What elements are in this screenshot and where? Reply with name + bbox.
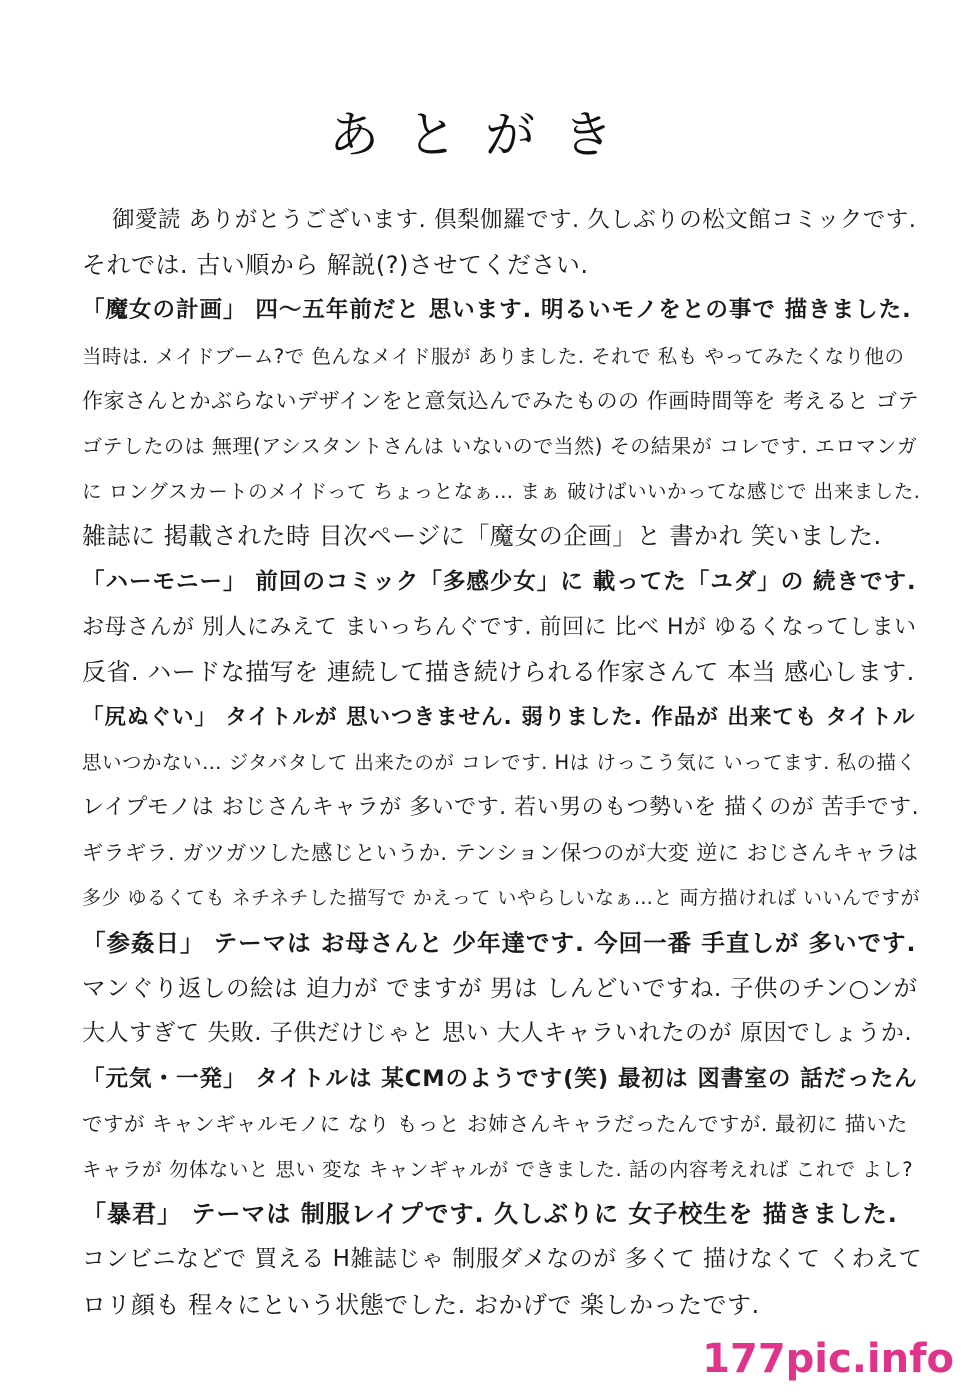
text-line: 反省. ハードな描写を 連続して描き続けられる作家さんて 本当 感心します. xyxy=(82,657,915,686)
text-line: 大人すぎて 失敗. 子供だけじゃと 思い 大人キャラいれたのが 原因でしょうか. xyxy=(82,1020,913,1047)
section-heading-line: 「魔女の計画」 四～五年前だと 思います. 明るいモノをとの事で 描きました. xyxy=(82,297,912,324)
section-heading-line: 「元気・一発」 タイトルは 某CMのようです(笑) 最初は 図書室の 話だったん xyxy=(82,1065,918,1092)
text-line: ゴテしたのは 無理(アシスタントさんは いないので当然) その結果が コレです. エロマンガ xyxy=(82,433,918,458)
text-line: ですが キャンギャルモノに なり もっと お姉さんキャラだったんですが. 最初に 描いた xyxy=(82,1111,908,1136)
text-line: ロリ顔も 程々にという状態でした. おかげで 楽しかったです. xyxy=(82,1290,760,1319)
text-line: マンぐり返しの絵は 迫力が でますが 男は しんどいですね. 子供のチン○ンが xyxy=(82,974,918,1003)
text-line: コンビニなどで 買える H雑誌じゃ 制服ダメなのが 多くて 描けなくて くわえて xyxy=(82,1246,922,1273)
text-line: 御愛読 ありがとうございます. 倶梨伽羅です. 久しぶりの松文館コミックです. xyxy=(112,207,917,233)
text-line: 当時は. メイドブーム?で 色んなメイド服が ありました. それで 私も やってみたくなり他の xyxy=(82,344,905,368)
text-line: ギラギラ. ガツガツした感じというか. テンション保つのが大変 逆に おじさんキャラは xyxy=(82,840,919,865)
page-title: あとがき xyxy=(329,106,641,164)
site-watermark: 177pic.info xyxy=(702,1336,954,1382)
text-line: キャラが 勿体ないと 思い 変な キャンギャルが できました. 話の内容考えれば これで よし? xyxy=(82,1157,914,1181)
afterword-body xyxy=(82,198,922,1328)
text-line: それでは. 古い順から 解説(?)させてください. xyxy=(82,251,589,280)
text-line: 雑誌に 掲載された時 目次ページに「魔女の企画」と 書かれ 笑いました. xyxy=(82,522,882,551)
section-heading-line: 「暴君」 テーマは 制服レイプです. 久しぶりに 女子校生を 描きました. xyxy=(82,1200,898,1229)
text-line: 思いつかない… ジタバタして 出来たのが コレです. Hは けっこう気に いってます. 私の描く xyxy=(82,751,917,775)
text-line: お母さんが 別人にみえて まいっちんぐです. 前回に 比べ Hが ゆるくなってしまい xyxy=(82,614,917,640)
text-line: 作家さんとかぶらないデザインをと意気込んでみたものの 作画時間等を 考えると ゴテ xyxy=(82,388,920,413)
section-heading-line: 「ハーモニー」 前回のコミック「多感少女」に 載ってた「ユダ」の 続きです. xyxy=(82,568,917,595)
section-heading-line: 「参姦日」 テーマは お母さんと 少年達です. 今回一番 手直しが 多いです. xyxy=(82,929,917,957)
text-line: レイプモノは おじさんキャラが 多いです. 若い男のもつ勢いを 描くのが 苦手です. xyxy=(82,795,920,821)
text-line: 多少 ゆるくても ネチネチした描写で かえって いやらしいなぁ…と 両方描ければ いいんですが xyxy=(82,886,920,909)
text-line: に ロングスカートのメイドって ちょっとなぁ… まぁ 破けばいいかってな感じで 出来ました. xyxy=(82,480,921,504)
section-heading-line: 「尻ぬぐい」 タイトルが 思いつきません. 弱りました. 作品が 出来ても タイトル xyxy=(82,705,916,731)
